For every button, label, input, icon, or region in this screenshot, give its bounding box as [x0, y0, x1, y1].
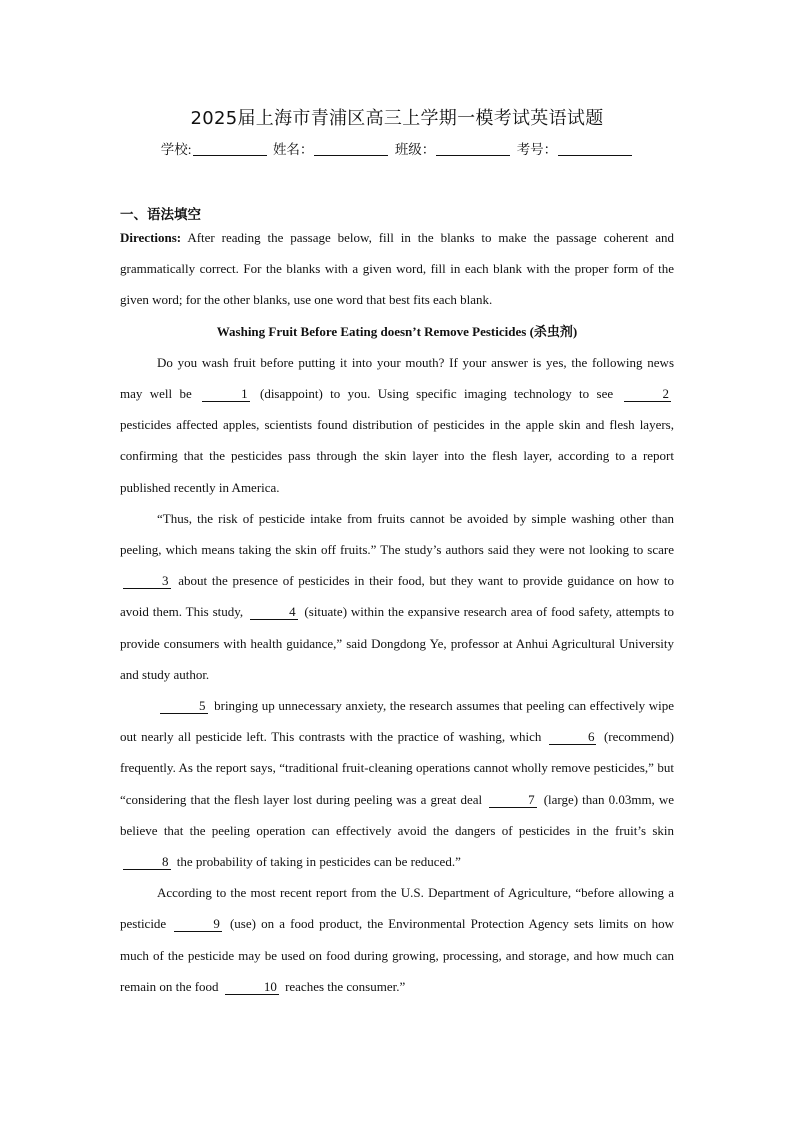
- question-body: [120, 222, 674, 1002]
- blank-10[interactable]: 10: [225, 980, 279, 995]
- blank-1[interactable]: 1: [202, 387, 250, 402]
- passage-title: Washing Fruit Before Eating doesn’t Remove Pesticides (杀虫剂): [216, 323, 578, 339]
- text: bringing up unnecessary anxiety, the research assumes that peeling can effectively wipe out nearly all pesticide left. This contrasts with the practice of washing, which: [120, 698, 674, 745]
- paragraph-1: [120, 347, 674, 503]
- text: According to the most recent report from the U.S. Department of Agriculture, “before allowing a pesticide: [120, 885, 674, 932]
- directions-text: After reading the passage below, fill in the blanks to make the passage coherent and grammatically correct. For the blanks with a given word, fill in each blank with the proper form of the given word; for the other blanks, use one word that best fits each blank.: [120, 230, 674, 308]
- exam-number-blank[interactable]: [558, 142, 632, 156]
- paragraph-2: [120, 503, 674, 690]
- class-label: 班级：: [394, 142, 436, 157]
- text: the probability of taking in pesticides can be reduced.”: [173, 854, 461, 870]
- blank-7[interactable]: 7: [489, 793, 537, 808]
- paragraph-4: [120, 877, 674, 1002]
- blank-2[interactable]: 2: [624, 387, 672, 402]
- paragraph-3: [120, 690, 674, 877]
- text: (disappoint) to you. Using specific imaging technology to see: [252, 386, 621, 402]
- blank-3[interactable]: 3: [123, 574, 171, 589]
- blank-6[interactable]: 6: [549, 730, 597, 745]
- exam-number-label: 考号：: [516, 142, 558, 157]
- text: “Thus, the risk of pesticide intake from fruits cannot be avoided by simple washing other than peeling, which means taking the skin off fruits.” The study’s authors said they were not looking to scare: [120, 510, 674, 558]
- directions: [120, 222, 674, 316]
- blank-4[interactable]: 4: [250, 605, 298, 620]
- blank-8[interactable]: 8: [123, 855, 171, 870]
- page-title: 2025届上海市青浦区高三上学期一模考试英语试题: [190, 108, 604, 129]
- name-label: 姓名：: [272, 142, 314, 157]
- text: about the presence of pesticides in their food, but they want to provide guidance on how to avoid them. This study,: [120, 573, 674, 620]
- blank-9[interactable]: 9: [174, 917, 222, 932]
- text: (situate) within the expansive research area of food safety, attempts to provide consumers with health guidance,” said Dongdong Ye, professor at Anhui Agricultural University and study author.: [120, 604, 674, 682]
- directions-label: Directions:: [120, 230, 182, 245]
- text: (large) than 0.03mm, we believe that the peeling operation can effectively avoid the dangers of pesticides in the fruit’s skin: [120, 791, 675, 838]
- section-heading: 一、语法填空: [120, 207, 201, 223]
- text: reaches the consumer.”: [281, 978, 406, 994]
- name-blank[interactable]: [314, 142, 388, 156]
- school-blank[interactable]: [193, 142, 267, 156]
- student-info-line: [0, 138, 794, 158]
- text: Do you wash fruit before putting it into your mouth? If your answer is yes, the following news may well be: [120, 354, 674, 402]
- text: (use) on a food product, the Environmental Protection Agency sets limits on how much of the pesticide may be used on food during growing, processing, and storage, and how much can remain on the food: [120, 916, 674, 994]
- text: pesticides affected apples, scientists found distribution of pesticides in the apple skin and flesh layers, confirming that the pesticides pass through the skin layer into the flesh layer, according to a report published recently in America.: [120, 417, 674, 495]
- blank-5[interactable]: 5: [160, 699, 208, 714]
- class-blank[interactable]: [436, 142, 510, 156]
- school-label: 学校:: [160, 142, 192, 157]
- text: (recommend) frequently. As the report says, “traditional fruit-cleaning operations cannot wholly remove pesticides,” but “considering that the flesh layer lost during peeling was a great deal: [120, 729, 674, 807]
